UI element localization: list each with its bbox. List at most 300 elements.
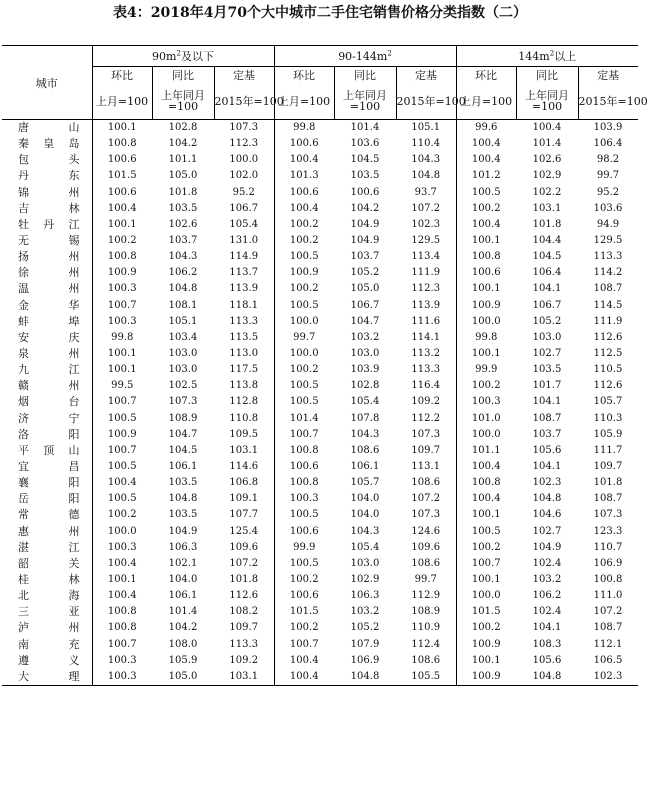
- index-value: 109.6: [396, 540, 456, 556]
- index-value: 109.5: [214, 427, 274, 443]
- index-value: 100.0: [471, 428, 501, 440]
- index-value: 106.9: [350, 654, 380, 666]
- index-value: 100.4: [289, 202, 319, 214]
- index-value: 100.6: [107, 154, 137, 166]
- city-name: 九江: [2, 362, 92, 378]
- city-name: 常德: [2, 507, 92, 523]
- index-value: 102.9: [350, 574, 380, 585]
- base-label-yoy: 上年同月=100: [152, 83, 214, 120]
- index-value: 103.2: [350, 606, 380, 618]
- group-header-90-144: $90-144m^2$: [274, 46, 456, 67]
- index-value: 108.7: [532, 412, 562, 424]
- index-value: 100.9: [471, 638, 501, 650]
- city-name: 吉林: [2, 201, 92, 217]
- index-value: 100.2: [107, 509, 137, 521]
- index-value: 114.1: [396, 330, 456, 346]
- index-value: 100.9: [471, 299, 501, 311]
- index-value: 101.7: [532, 380, 562, 392]
- table-row: [2, 330, 638, 346]
- index-value: 113.7: [214, 265, 274, 281]
- index-value: 100.4: [107, 477, 137, 489]
- index-value: 100.8: [107, 251, 137, 263]
- index-value: 106.4: [593, 138, 623, 150]
- index-value: 100.8: [289, 444, 319, 456]
- index-value: 104.2: [168, 138, 198, 150]
- index-value: 113.3: [214, 637, 274, 653]
- index-value: 107.9: [350, 638, 380, 650]
- city-name: 包头: [2, 152, 92, 168]
- index-value: 103.4: [168, 331, 198, 343]
- base-label-yoy: 上年同月=100: [334, 83, 396, 120]
- index-value: 108.7: [593, 493, 623, 505]
- table-row: [2, 475, 638, 491]
- index-value: 104.8: [334, 669, 396, 686]
- index-value: 103.5: [532, 364, 562, 376]
- sub-header-mom: 环比: [92, 67, 152, 84]
- index-value: 110.5: [593, 364, 623, 376]
- index-value: 107.3: [396, 427, 456, 443]
- table-row: [2, 217, 638, 233]
- index-value: 104.9: [532, 541, 562, 553]
- table-row: [2, 459, 638, 475]
- index-value: 103.0: [532, 331, 562, 343]
- city-name: 济宁: [2, 411, 92, 427]
- city-name: 遵义: [2, 653, 92, 669]
- index-value: 112.6: [214, 588, 274, 604]
- index-value: 113.0: [214, 346, 274, 362]
- index-value: 100.1: [107, 364, 137, 376]
- index-value: 105.9: [168, 654, 198, 666]
- city-name: 安庆: [2, 330, 92, 346]
- index-value: 100.9: [456, 669, 516, 686]
- index-value: 102.6: [532, 154, 562, 166]
- index-value: 104.5: [532, 251, 562, 263]
- city-name: 惠州: [2, 524, 92, 540]
- index-value: 110.4: [396, 136, 456, 152]
- index-value: 112.8: [214, 394, 274, 410]
- index-value: 107.2: [396, 491, 456, 507]
- index-value: 100.2: [107, 235, 137, 247]
- index-value: 100.8: [107, 606, 137, 618]
- index-value: 110.9: [396, 620, 456, 636]
- index-value: 100.3: [471, 396, 501, 408]
- index-value: 111.6: [396, 314, 456, 330]
- index-value: 99.7: [293, 331, 316, 343]
- index-value: 104.5: [168, 444, 198, 456]
- index-value: 108.6: [396, 556, 456, 572]
- index-value: 104.0: [350, 493, 380, 505]
- index-value: 100.2: [471, 622, 501, 634]
- index-value: 105.4: [214, 217, 274, 233]
- index-value: 101.4: [168, 606, 198, 618]
- city-header: 城市: [2, 46, 92, 120]
- city-name: 三亚: [2, 604, 92, 620]
- index-value: 100.5: [107, 493, 137, 505]
- table-row: [2, 201, 638, 217]
- index-value: 102.7: [532, 525, 562, 537]
- index-value: 108.9: [396, 604, 456, 620]
- table-row: [2, 556, 638, 572]
- index-value: 99.5: [111, 380, 134, 392]
- index-value: 100.7: [471, 557, 501, 569]
- index-value: 103.0: [168, 348, 198, 360]
- index-value: 100.3: [107, 283, 137, 295]
- index-value: 103.9: [593, 122, 623, 134]
- index-value: 100.2: [471, 541, 501, 553]
- index-value: 125.4: [214, 524, 274, 540]
- index-value: 113.3: [396, 362, 456, 378]
- index-value: 100.8: [471, 477, 501, 489]
- index-value: 102.3: [578, 669, 638, 686]
- city-name: 温州: [2, 281, 92, 297]
- index-value: 105.0: [152, 669, 214, 686]
- index-value: 100.8: [107, 622, 137, 634]
- index-value: 101.4: [532, 138, 562, 150]
- index-value: 100.4: [471, 218, 501, 230]
- index-value: 100.4: [107, 557, 137, 569]
- index-value: 100.7: [289, 638, 319, 650]
- index-value: 108.3: [532, 638, 562, 650]
- base-label-fixed: 2015年=100: [214, 83, 274, 120]
- index-value: 104.1: [532, 396, 562, 408]
- index-value: 100.1: [471, 509, 501, 521]
- city-name: 牡丹江: [2, 217, 92, 233]
- index-value: 113.3: [593, 251, 623, 263]
- index-value: 104.2: [168, 622, 198, 634]
- index-value: 102.3: [532, 477, 562, 489]
- index-value: 100.3: [107, 541, 137, 553]
- index-value: 104.0: [168, 574, 198, 585]
- table-row: [2, 378, 638, 394]
- index-value: 106.1: [168, 590, 198, 602]
- index-value: 106.4: [532, 267, 562, 279]
- index-value: 104.5: [350, 154, 380, 166]
- index-value: 108.6: [396, 653, 456, 669]
- index-value: 101.4: [350, 122, 380, 134]
- table-row: [2, 524, 638, 540]
- index-value: 104.9: [350, 235, 380, 247]
- index-value: 100.3: [107, 654, 137, 666]
- index-value: 100.1: [107, 574, 137, 585]
- index-value: 100.1: [471, 283, 501, 295]
- index-value: 101.0: [471, 412, 501, 424]
- index-value: 113.4: [396, 249, 456, 265]
- index-value: 105.2: [350, 622, 380, 634]
- index-value: 100.2: [289, 235, 319, 247]
- index-value: 103.7: [168, 235, 198, 247]
- index-value: 107.2: [396, 201, 456, 217]
- index-value: 102.4: [532, 606, 562, 618]
- sub-header-fixed-base: 定基: [214, 67, 274, 84]
- table-row: [2, 168, 638, 184]
- index-value: 112.4: [396, 637, 456, 653]
- index-value: 112.3: [214, 136, 274, 152]
- index-value: 112.9: [396, 588, 456, 604]
- index-value: 93.7: [396, 185, 456, 201]
- index-value: 103.0: [350, 557, 380, 569]
- index-value: 100.4: [274, 669, 334, 686]
- index-value: 103.0: [168, 364, 198, 376]
- index-value: 100.0: [214, 152, 274, 168]
- index-value: 105.7: [593, 396, 623, 408]
- index-value: 105.1: [396, 120, 456, 137]
- index-value: 103.1: [214, 669, 274, 686]
- index-value: 129.5: [396, 233, 456, 249]
- base-label-fixed: 2015年=100: [396, 83, 456, 120]
- index-value: 100.8: [471, 251, 501, 263]
- index-value: 109.7: [396, 443, 456, 459]
- index-value: 100.6: [289, 186, 319, 198]
- table-row: [2, 588, 638, 604]
- table-row: [2, 411, 638, 427]
- index-value: 100.6: [289, 138, 319, 150]
- city-name: 南充: [2, 637, 92, 653]
- index-value: 105.5: [396, 669, 456, 686]
- city-name: 泸州: [2, 620, 92, 636]
- index-value: 100.6: [289, 461, 319, 473]
- index-value: 100.8: [289, 477, 319, 489]
- index-value: 105.4: [350, 541, 380, 553]
- table-row: [2, 152, 638, 168]
- index-value: 104.9: [168, 525, 198, 537]
- index-value: 102.5: [168, 380, 198, 392]
- price-index-table: [2, 45, 648, 686]
- index-value: 110.8: [214, 411, 274, 427]
- index-value: 101.2: [471, 170, 501, 182]
- index-value: 100.1: [107, 218, 137, 230]
- index-value: 102.6: [168, 218, 198, 230]
- index-value: 100.2: [471, 202, 501, 214]
- index-value: 100.0: [289, 348, 319, 360]
- index-value: 103.9: [350, 364, 380, 376]
- index-value: 106.3: [350, 590, 380, 602]
- index-value: 101.8: [593, 477, 623, 489]
- index-value: 100.1: [471, 235, 501, 247]
- index-value: 100.4: [471, 154, 501, 166]
- sub-header-yoy: 同比: [516, 67, 578, 84]
- table-row: [2, 120, 638, 137]
- index-value: 105.0: [350, 283, 380, 295]
- index-value: 100.3: [92, 669, 152, 686]
- index-value: 104.9: [350, 218, 380, 230]
- index-value: 105.6: [532, 444, 562, 456]
- index-value: 100.9: [107, 267, 137, 279]
- index-value: 99.6: [475, 122, 498, 134]
- city-name: 宜昌: [2, 459, 92, 475]
- index-value: 100.5: [289, 251, 319, 263]
- index-value: 103.0: [350, 348, 380, 360]
- table-row: [2, 394, 638, 410]
- index-value: 99.8: [475, 331, 498, 343]
- index-value: 100.0: [471, 590, 501, 602]
- index-value: 103.1: [532, 202, 562, 214]
- index-value: 102.7: [532, 348, 562, 360]
- index-value: 101.4: [289, 412, 319, 424]
- table-row: [2, 572, 638, 588]
- index-value: 101.5: [289, 606, 319, 618]
- index-value: 100.6: [289, 525, 319, 537]
- page-title: 表4：2018年4月70个大中城市二手住宅销售价格分类指数（二）: [113, 5, 527, 21]
- index-value: 100.0: [471, 315, 501, 327]
- city-name: 蚌埠: [2, 314, 92, 330]
- index-value: 100.4: [532, 122, 562, 134]
- index-value: 112.1: [593, 638, 623, 650]
- table-row: [2, 604, 638, 620]
- index-value: 100.2: [471, 380, 501, 392]
- index-value: 105.2: [532, 315, 562, 327]
- index-value: 113.2: [396, 346, 456, 362]
- index-value: 112.3: [396, 281, 456, 297]
- index-value: 109.6: [214, 540, 274, 556]
- index-value: 106.9: [593, 557, 623, 569]
- city-name: 徐州: [2, 265, 92, 281]
- city-name: 烟台: [2, 394, 92, 410]
- index-value: 100.7: [107, 444, 137, 456]
- city-name: 唐山: [2, 120, 92, 137]
- base-label-mom: 上月=100: [92, 83, 152, 120]
- city-name: 金华: [2, 298, 92, 314]
- index-value: 101.5: [471, 606, 501, 618]
- index-value: 100.4: [289, 654, 319, 666]
- index-value: 112.5: [593, 348, 623, 360]
- index-value: 106.1: [168, 461, 198, 473]
- table-row: [2, 443, 638, 459]
- index-value: 104.8: [516, 669, 578, 686]
- index-value: 109.7: [214, 620, 274, 636]
- index-value: 114.9: [214, 249, 274, 265]
- sub-header-yoy: 同比: [152, 67, 214, 84]
- sub-header-mom: 环比: [456, 67, 516, 84]
- index-value: 124.6: [396, 524, 456, 540]
- index-value: 100.2: [289, 622, 319, 634]
- index-value: 106.8: [214, 475, 274, 491]
- index-value: 102.2: [532, 186, 562, 198]
- index-value: 107.3: [214, 120, 274, 137]
- index-value: 101.1: [168, 154, 198, 166]
- index-value: 104.8: [396, 168, 456, 184]
- index-value: 100.7: [289, 428, 319, 440]
- table-row: [2, 233, 638, 249]
- index-value: 105.4: [350, 396, 380, 408]
- index-value: 104.8: [532, 493, 562, 505]
- index-value: 104.8: [168, 283, 198, 295]
- index-value: 100.8: [593, 574, 623, 585]
- index-value: 103.5: [168, 202, 198, 214]
- base-label-fixed: 2015年=100: [578, 83, 638, 120]
- index-value: 104.1: [532, 622, 562, 634]
- index-value: 106.7: [350, 299, 380, 311]
- index-value: 109.2: [396, 394, 456, 410]
- table-row: [2, 491, 638, 507]
- city-name: 无锡: [2, 233, 92, 249]
- index-value: 123.3: [593, 525, 623, 537]
- index-value: 100.2: [289, 218, 319, 230]
- index-value: 112.6: [593, 331, 623, 343]
- index-value: 108.9: [168, 412, 198, 424]
- table-row: [2, 136, 638, 152]
- index-value: 100.3: [289, 493, 319, 505]
- table-row: [2, 346, 638, 362]
- index-value: 103.7: [532, 428, 562, 440]
- index-value: 109.1: [214, 491, 274, 507]
- index-value: 103.5: [350, 170, 380, 182]
- index-value: 99.7: [596, 170, 620, 182]
- index-value: 113.9: [214, 281, 274, 297]
- index-value: 108.6: [350, 444, 380, 456]
- index-value: 104.4: [532, 235, 562, 247]
- index-value: 100.5: [471, 186, 501, 198]
- city-name: 锦州: [2, 185, 92, 201]
- city-name: 秦皇岛: [2, 136, 92, 152]
- city-name: 桂林: [2, 572, 92, 588]
- index-value: 131.0: [214, 233, 274, 249]
- index-value: 100.9: [107, 428, 137, 440]
- index-value: 111.0: [593, 590, 623, 602]
- index-value: 100.5: [289, 557, 319, 569]
- index-value: 113.5: [214, 330, 274, 346]
- table-row: [2, 362, 638, 378]
- index-value: 105.0: [168, 170, 198, 182]
- index-value: 107.2: [593, 606, 623, 618]
- index-value: 106.5: [593, 654, 623, 666]
- index-value: 100.0: [107, 525, 137, 537]
- index-value: 100.5: [471, 525, 501, 537]
- sub-header-fixed-base: 定基: [597, 69, 620, 82]
- index-value: 107.8: [350, 412, 380, 424]
- index-value: 113.9: [396, 298, 456, 314]
- index-value: 100.4: [289, 154, 319, 166]
- index-value: 105.6: [532, 654, 562, 666]
- city-name: 岳阳: [2, 491, 92, 507]
- city-name: 泉州: [2, 346, 92, 362]
- index-value: 109.2: [214, 653, 274, 669]
- table-row: [2, 314, 638, 330]
- index-value: 114.2: [593, 267, 623, 279]
- table-row: [2, 507, 638, 523]
- index-value: 102.3: [396, 217, 456, 233]
- index-value: 118.1: [214, 298, 274, 314]
- index-value: 110.3: [593, 412, 623, 424]
- index-value: 106.3: [168, 541, 198, 553]
- group-header-under-90: $90m^2$及以下: [92, 46, 274, 67]
- sub-header-mom: 环比: [274, 67, 334, 84]
- index-value: 100.5: [289, 299, 319, 311]
- table-row: [2, 265, 638, 281]
- index-value: 100.6: [350, 186, 380, 198]
- index-value: 100.0: [289, 315, 319, 327]
- index-value: 108.7: [593, 622, 623, 634]
- index-value: 102.4: [532, 557, 562, 569]
- base-label-mom: 上月=100: [274, 83, 334, 120]
- index-value: 103.7: [350, 251, 380, 263]
- index-value: 95.2: [596, 186, 620, 198]
- index-value: 112.2: [396, 411, 456, 427]
- index-value: 100.6: [289, 590, 319, 602]
- index-value: 102.9: [532, 170, 562, 182]
- index-value: 108.2: [214, 604, 274, 620]
- table-row: [2, 653, 638, 669]
- index-value: 107.3: [593, 509, 623, 521]
- index-value: 106.7: [532, 299, 562, 311]
- index-value: 99.8: [111, 331, 134, 343]
- index-value: 105.7: [350, 477, 380, 489]
- index-value: 108.7: [593, 283, 623, 295]
- index-value: 104.3: [350, 428, 380, 440]
- index-value: 99.9: [475, 364, 498, 376]
- index-value: 104.7: [168, 428, 198, 440]
- index-value: 100.4: [107, 202, 137, 214]
- city-name: 湛江: [2, 540, 92, 556]
